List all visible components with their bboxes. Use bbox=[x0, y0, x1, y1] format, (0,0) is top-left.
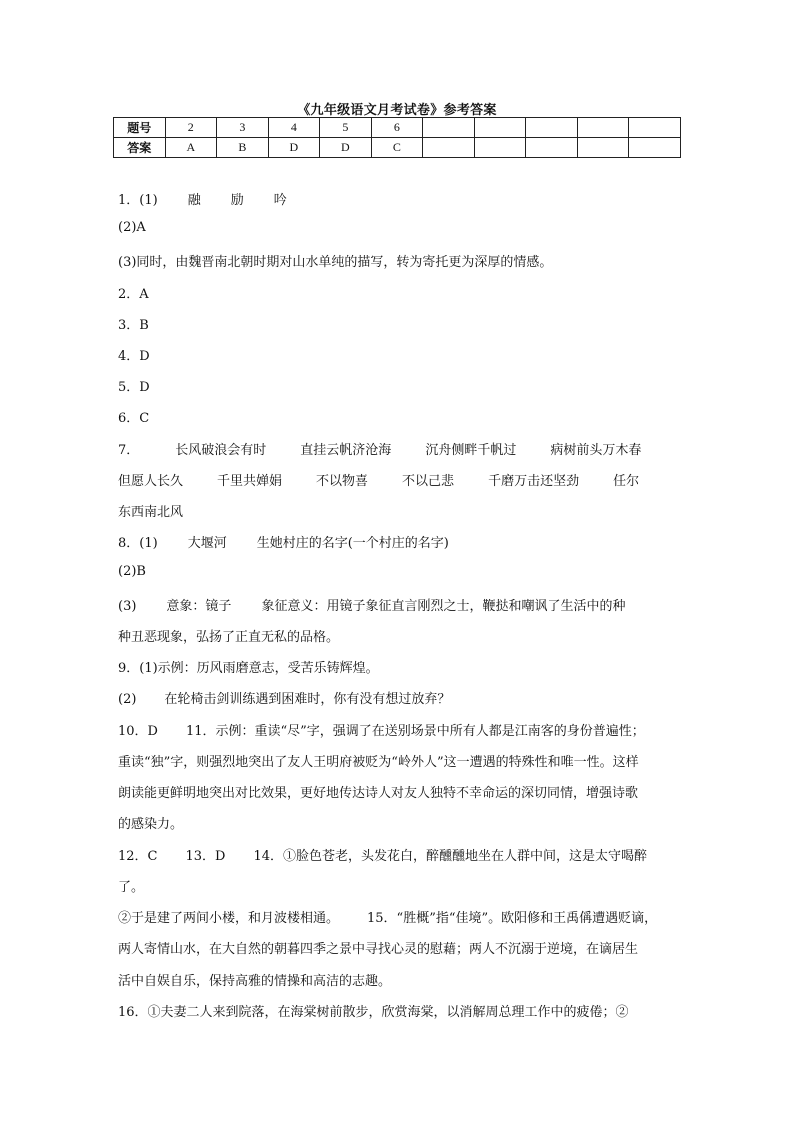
table-cell bbox=[474, 138, 526, 158]
answer-line-10 bbox=[118, 470, 639, 489]
answer-text: 励 bbox=[230, 193, 244, 208]
answer-text: 直挂云帆济沧海 bbox=[300, 443, 392, 458]
answer-line-6: 4．D bbox=[118, 349, 150, 364]
table-cell bbox=[526, 138, 578, 158]
answer-line-8: 6．C bbox=[118, 411, 150, 426]
answer-text: 象征意义：用镜子象征直言刚烈之士，鞭挞和嘲讽了生活中的种 bbox=[261, 599, 626, 614]
answer-text: 15．“胜概”指“佳境”。欧阳修和王禹偁遭遇贬谪， bbox=[367, 911, 658, 926]
answer-line-18 bbox=[118, 720, 645, 739]
table-cell bbox=[577, 118, 629, 138]
answer-line-9 bbox=[118, 439, 641, 458]
answer-line-2: (2)A bbox=[118, 220, 146, 235]
question-number: 10．D bbox=[118, 724, 158, 739]
question-number: (2) bbox=[118, 692, 137, 707]
answer-text: ②于是建了两间小楼，和月波楼相通。 bbox=[118, 911, 340, 926]
answer-line-14 bbox=[118, 595, 625, 614]
table-cell: 4 bbox=[268, 118, 320, 138]
question-number: 8．(1) bbox=[118, 536, 158, 551]
answer-line-5: 3．B bbox=[118, 318, 149, 333]
answer-line-24 bbox=[118, 907, 657, 926]
table-cell: 6 bbox=[371, 118, 423, 138]
answer-line-23: 了。 bbox=[118, 880, 145, 895]
answer-line-7: 5．D bbox=[118, 380, 150, 395]
row-label: 题号 bbox=[114, 118, 166, 138]
table-cell: 2 bbox=[165, 118, 217, 138]
table-cell bbox=[474, 118, 526, 138]
table-cell bbox=[577, 138, 629, 158]
answer-line-12 bbox=[118, 532, 449, 551]
answer-text: 大堰河 bbox=[187, 536, 227, 551]
answer-text: 长风破浪会有时 bbox=[175, 443, 267, 458]
answer-line-11: 东西南北风 bbox=[118, 505, 184, 520]
answer-text: 不以己悲 bbox=[402, 474, 455, 489]
question-number: 12．C bbox=[118, 849, 158, 864]
answer-line-3: (3)同时，由魏晋南北朝时期对山水单纯的描写，转为寄托更为深厚的情感。 bbox=[118, 255, 553, 270]
answer-line-13: (2)B bbox=[118, 564, 146, 579]
table-row bbox=[114, 118, 681, 138]
table-cell bbox=[629, 118, 681, 138]
row-label: 答案 bbox=[114, 138, 166, 158]
answer-line-22 bbox=[118, 845, 647, 864]
answer-line-25: 两人寄情山水，在大自然的朝暮四季之景中寻找心灵的慰藉；两人不沉溺于逆境，在谪居生 bbox=[118, 942, 639, 957]
table-cell: A bbox=[165, 138, 217, 158]
answer-table bbox=[113, 117, 681, 158]
answer-text: 任尔 bbox=[613, 474, 640, 489]
table-cell: 3 bbox=[217, 118, 269, 138]
answer-line-21: 的感染力。 bbox=[118, 817, 184, 832]
page-title: 《九年级语文月考试卷》参考答案 bbox=[297, 103, 497, 118]
question-number: 7． bbox=[118, 443, 140, 458]
answer-text: 千里共婵娟 bbox=[217, 474, 283, 489]
table-cell bbox=[629, 138, 681, 158]
table-cell: C bbox=[371, 138, 423, 158]
answer-line-15: 种丑恶现象，弘扬了正直无私的品格。 bbox=[118, 630, 340, 645]
question-number: (3) bbox=[118, 599, 137, 614]
answer-text: 吟 bbox=[273, 193, 287, 208]
answer-line-17 bbox=[118, 688, 450, 707]
answer-line-4: 2．A bbox=[118, 287, 149, 302]
table-cell: D bbox=[320, 138, 372, 158]
answer-text: 病树前头万木春 bbox=[550, 443, 642, 458]
question-number: 1．(1) bbox=[118, 193, 158, 208]
answer-line-20: 朗读能更鲜明地突出对比效果，更好地传达诗人对友人独特不幸命运的深切同情，增强诗歌 bbox=[118, 786, 639, 801]
answer-text: 11．示例：重读“尽”字，强调了在送别场景中所有人都是江南客的身份普遍性； bbox=[185, 724, 645, 739]
answer-text: 融 bbox=[187, 193, 201, 208]
answer-text: 14．①脸色苍老，头发花白，醉醺醺地坐在人群中间，这是太守喝醉 bbox=[253, 849, 648, 864]
question-number: 13．D bbox=[185, 849, 226, 864]
table-cell bbox=[526, 118, 578, 138]
answer-text: 在轮椅击剑训练遇到困难时，你有没有想过放弃？ bbox=[164, 692, 451, 707]
answer-text: 不以物喜 bbox=[316, 474, 369, 489]
table-cell bbox=[423, 118, 475, 138]
table-cell: 5 bbox=[320, 118, 372, 138]
answer-text: 沉舟侧畔千帆过 bbox=[425, 443, 517, 458]
answer-line-26: 活中自娱自乐，保持高雅的情操和高洁的志趣。 bbox=[118, 974, 392, 989]
answer-text: 意象：镜子 bbox=[166, 599, 232, 614]
table-row bbox=[114, 138, 681, 158]
answer-line-19: 重读“独”字，则强烈地突出了友人王明府被贬为“岭外人”这一遭遇的特殊性和唯一性。这样 bbox=[118, 755, 639, 770]
table-cell: B bbox=[217, 138, 269, 158]
answer-text: 但愿人长久 bbox=[118, 474, 184, 489]
answer-text: 生她村庄的名字(一个村庄的名字) bbox=[256, 536, 449, 551]
table-cell bbox=[423, 138, 475, 158]
answer-text: 千磨万击还坚劲 bbox=[488, 474, 580, 489]
table-cell: D bbox=[268, 138, 320, 158]
answer-line-27: 16．①夫妻二人来到院落，在海棠树前散步，欣赏海棠，以消解周总理工作中的疲倦；② bbox=[118, 1005, 629, 1020]
answer-line-1 bbox=[118, 189, 287, 208]
answer-line-16: 9．(1)示例：历风雨磨意志，受苦乐铸辉煌。 bbox=[118, 661, 379, 676]
